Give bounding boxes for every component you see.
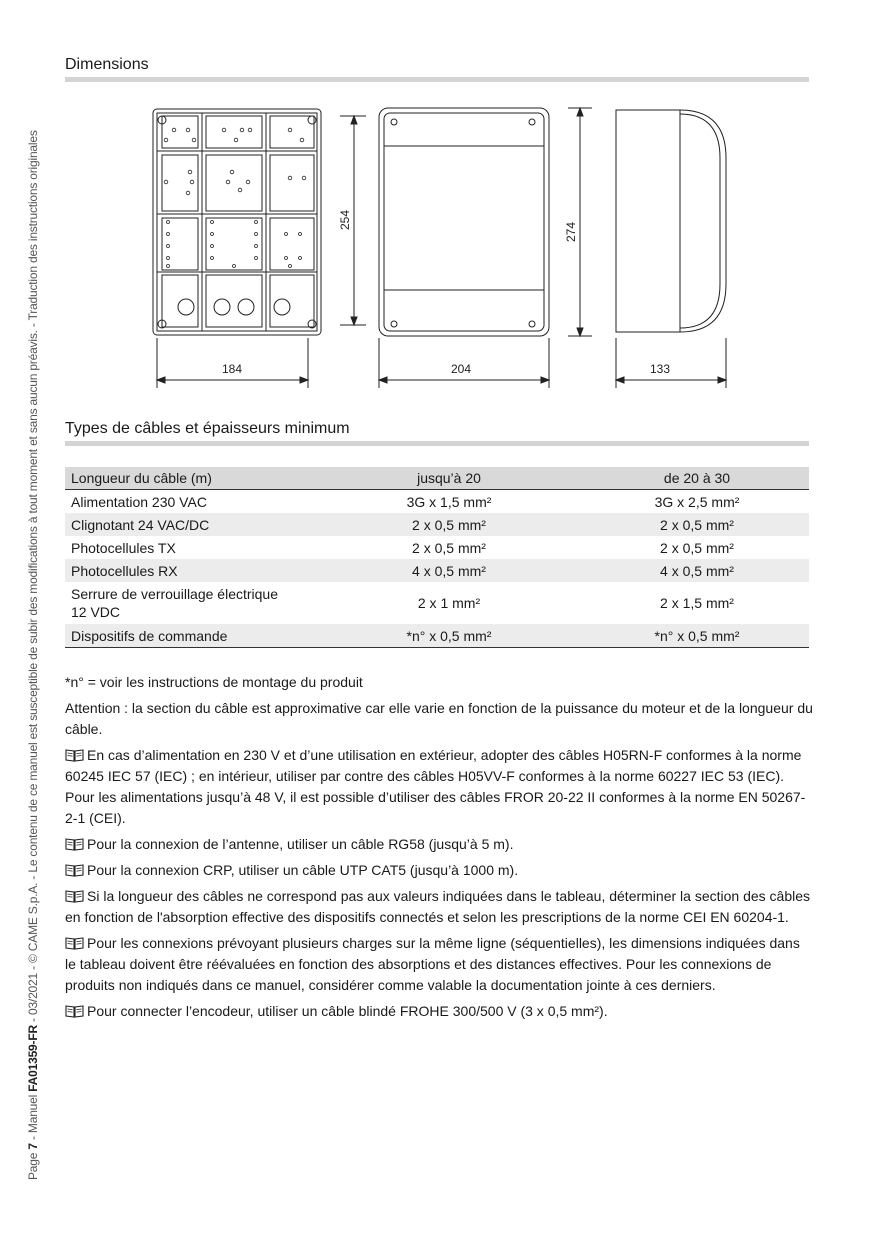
table-row [65, 513, 809, 536]
dim-width-b: 204 [450, 362, 472, 376]
info-note [65, 745, 813, 829]
info-text: Pour les connexions prévoyant plusieurs charges sur la même ligne (séquentielles), les dimensions indiquées dans le tableau doivent être réévaluées en fonction des absorptions et des distances effectives. Pour les connexions de produits non indiqués dans ce manuel, considérer comme valable la documentation jointe à ces derniers. [65, 935, 800, 993]
info-text: Pour la connexion CRP, utiliser un câble UTP CAT5 (jusqu’à 1000 m). [87, 862, 519, 878]
info-note [65, 834, 813, 855]
manual-label: - Manuel [26, 1091, 40, 1144]
table-header-row [65, 467, 809, 490]
cell-value: 4 x 0,5 mm² [313, 559, 585, 582]
info-note [65, 933, 813, 996]
info-text: Pour la connexion de l’antenne, utiliser un câble RG58 (jusqu’à 5 m). [87, 836, 514, 852]
cable-table [65, 467, 809, 648]
header-length: Longueur du câble (m) [65, 467, 313, 490]
notes-section [65, 672, 813, 1027]
cell-label: Photocellules TX [71, 539, 176, 556]
book-icon [65, 1004, 84, 1018]
info-text: Pour connecter l’encodeur, utiliser un câble blindé FROHE 300/500 V (3 x 0,5 mm²). [87, 1003, 608, 1019]
dim-depth: 133 [649, 362, 671, 376]
cell-value: 2 x 1 mm² [417, 595, 481, 611]
dim-width-a: 184 [221, 362, 243, 376]
dim-height-a: 254 [338, 209, 352, 231]
manual-code: FA01359-FR [26, 1025, 40, 1092]
cell-label: Alimentation 230 VAC [71, 493, 207, 510]
cell-value: 3G x 2,5 mm² [654, 493, 740, 510]
table-row [65, 536, 809, 559]
table-row [65, 559, 809, 582]
info-note [65, 886, 813, 928]
info-text: Si la longueur des câbles ne correspond pas aux valeurs indiquées dans le tableau, déterminer la section des câbles en fonction de l'absorption effective des dispositifs connectés et selon les prescriptions de la norme CEI EN 60204-1. [65, 888, 811, 925]
info-note [65, 860, 813, 881]
cell-label: Dispositifs de commande [65, 624, 313, 648]
cell-value: 2 x 0,5 mm² [660, 539, 734, 556]
cell-label: Serrure de verrouillage électrique 12 VDC [71, 586, 278, 620]
cell-label: Clignotant 24 VAC/DC [65, 513, 313, 536]
cell-value: 2 x 0,5 mm² [412, 539, 486, 556]
page-number: 7 [26, 1143, 40, 1150]
dimensions-heading: Dimensions [65, 56, 809, 82]
book-icon [65, 889, 84, 903]
sidebar-rest: - 03/2021 - © CAME S.p.A. - Le contenu de ce manuel est susceptible de subir des modifications à tout moment et sans aucun préavis. - Traduction des instructions originales [26, 130, 40, 1026]
table-row [65, 582, 809, 624]
cell-value: 2 x 1,5 mm² [660, 595, 734, 611]
cell-value: 4 x 0,5 mm² [585, 559, 809, 582]
header-20-30: de 20 à 30 [585, 467, 809, 490]
book-icon [65, 748, 84, 762]
cell-value: 3G x 1,5 mm² [406, 493, 492, 510]
cell-value: *n° x 0,5 mm² [313, 624, 585, 648]
book-icon [65, 837, 84, 851]
info-note [65, 1001, 813, 1022]
footnote: *n° = voir les instructions de montage du produit [65, 674, 363, 690]
book-icon [65, 936, 84, 950]
info-text: En cas d’alimentation en 230 V et d’une utilisation en extérieur, adopter des câbles H05RN-F conformes à la norme 60245 IEC 57 (IEC) ; en intérieur, utiliser par contre des câbles H05VV-F conformes à la norme 60227 IEC 53 (IEC). Pour les alimentations jusqu’à 48 V, il est possible d’utiliser des câbles FROR 20-22 II conformes à la norme EN 50267-2-1 (CEI). [65, 747, 806, 826]
cell-value: *n° x 0,5 mm² [585, 624, 809, 648]
table-row [65, 624, 809, 648]
attention-note: Attention : la section du câble est approximative car elle varie en fonction de la puissance du moteur et de la longueur du câble. [65, 700, 813, 737]
book-icon [65, 863, 84, 877]
cables-heading: Types de câbles et épaisseurs minimum [65, 420, 809, 446]
dimensions-drawing [140, 96, 740, 396]
dim-height-b: 274 [564, 221, 578, 243]
page-sidebar [26, 100, 40, 1180]
table-row [65, 490, 809, 514]
cell-label: Photocellules RX [65, 559, 313, 582]
cell-value: 2 x 0,5 mm² [585, 513, 809, 536]
page-label: Page [26, 1152, 40, 1180]
cell-value: 2 x 0,5 mm² [313, 513, 585, 536]
header-upto-20: jusqu’à 20 [313, 467, 585, 490]
